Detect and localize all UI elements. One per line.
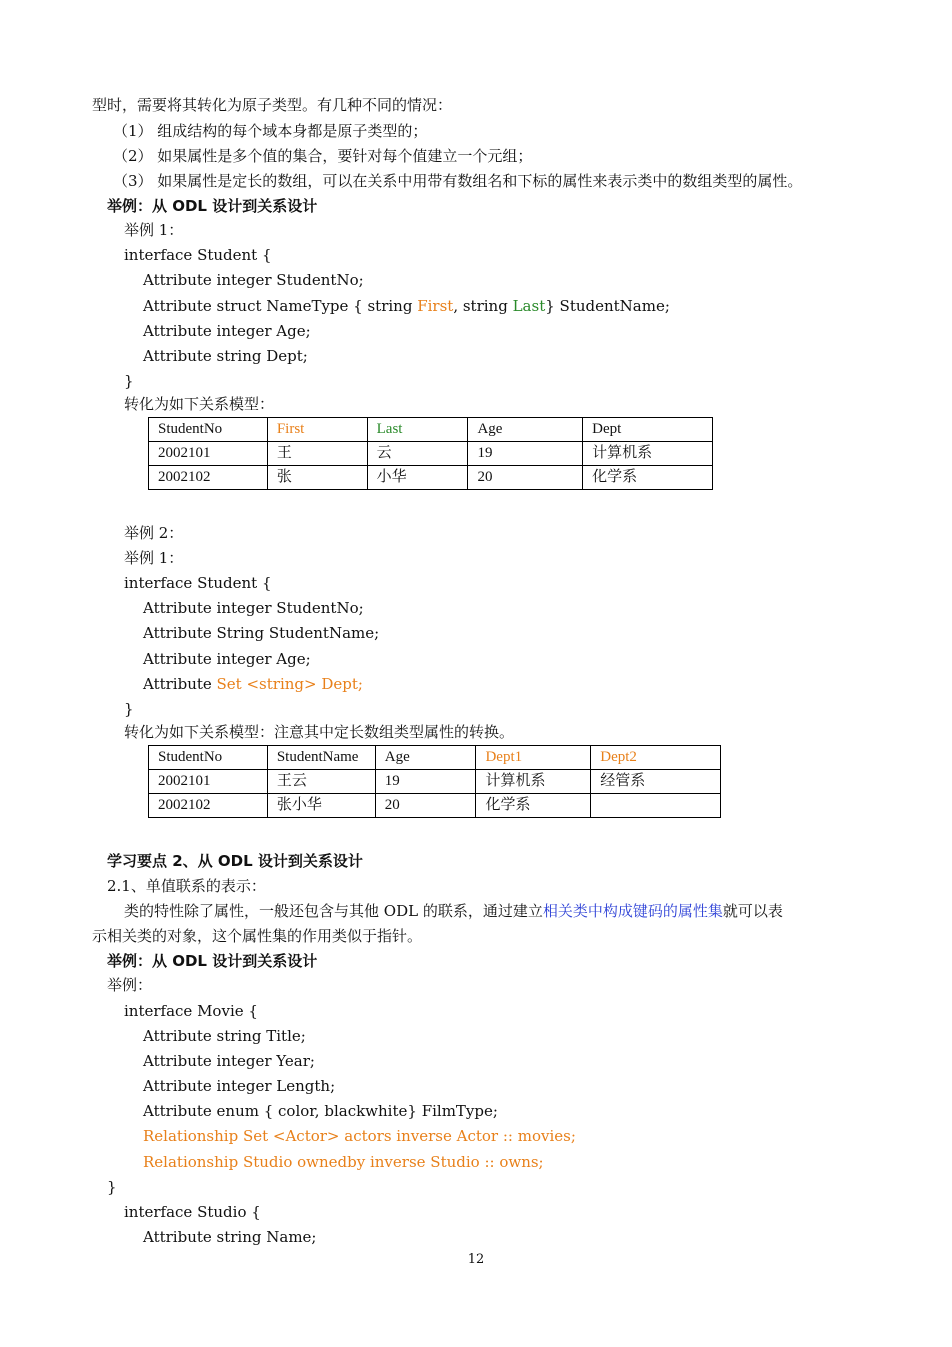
code-line: } (124, 700, 134, 718)
code-line: Attribute string Title; (143, 1027, 306, 1045)
table-cell: 2002101 (149, 770, 268, 794)
table-cell: 20 (468, 466, 583, 490)
case-1: （1） 组成结构的每个域本身都是原子类型的； (113, 122, 428, 140)
table-cell: 王 (267, 442, 367, 466)
subsection-title: 2.1、单值联系的表示： (107, 877, 266, 895)
table-cell: 张 (267, 466, 367, 490)
code-line: Attribute integer Age; (143, 650, 311, 668)
code-line: Attribute struct NameType { string First, string Last} StudentName; (143, 297, 670, 315)
code-line: Attribute enum { color, blackwhite} FilmType; (143, 1102, 498, 1120)
table-row (149, 442, 713, 466)
table-cell: 20 (375, 794, 476, 818)
code-line: Attribute integer Length; (143, 1077, 336, 1095)
table-cell: 19 (375, 770, 476, 794)
table-cell: 19 (468, 442, 583, 466)
code-line: Relationship Set <Actor> actors inverse Actor :: movies; (143, 1127, 576, 1145)
table-cell: 2002102 (149, 466, 268, 490)
table-row (149, 794, 721, 818)
table-header-row (149, 418, 713, 442)
example-label: 举例 2： (124, 524, 184, 542)
table-cell: 化学系 (476, 794, 591, 818)
page-number: 12 (467, 1252, 485, 1267)
table-cell: 张小华 (267, 794, 375, 818)
table-cell: 化学系 (583, 466, 713, 490)
table-row (149, 466, 713, 490)
code-line: Attribute integer StudentNo; (143, 599, 364, 617)
table-cell: 云 (367, 442, 468, 466)
section-heading: 学习要点 2、从 ODL 设计到关系设计 (107, 852, 363, 870)
code-line: Attribute integer Year; (143, 1052, 315, 1070)
table-row (149, 770, 721, 794)
convert-caption: 转化为如下关系模型： (124, 395, 275, 413)
header-cell: StudentNo (149, 746, 268, 770)
header-cell: Last (367, 418, 468, 442)
header-cell: StudentNo (149, 418, 268, 442)
relation-table-1 (148, 417, 713, 490)
code-line: Attribute String StudentName; (143, 624, 380, 642)
case-2: （2） 如果属性是多个值的集合，要针对每个值建立一个元组； (113, 147, 533, 165)
example-label: 举例： (107, 976, 153, 994)
convert-caption: 转化为如下关系模型：注意其中定长数组类型属性的转换。 (124, 723, 515, 741)
header-cell: Dept1 (476, 746, 591, 770)
table-cell: 2002102 (149, 794, 268, 818)
example-label: 举例 1： (124, 549, 184, 567)
table-cell: 经管系 (591, 770, 721, 794)
relation-table-2 (148, 745, 721, 818)
table-cell: 王云 (267, 770, 375, 794)
code-line: } (124, 372, 134, 390)
header-cell: StudentName (267, 746, 375, 770)
code-line: Attribute string Dept; (143, 347, 308, 365)
highlight-term: 相关类中构成键码的属性集 (542, 902, 723, 920)
paragraph-line: 类的特性除了属性，一般还包含与其他 ODL 的联系，通过建立相关类中构成键码的属性集就可以表 (124, 902, 783, 920)
intro-line: 型时，需要将其转化为原子类型。有几种不同的情况： (92, 96, 453, 114)
header-cell: First (267, 418, 367, 442)
table-cell: 2002101 (149, 442, 268, 466)
header-cell: Dept (583, 418, 713, 442)
case-3: （3） 如果属性是定长的数组，可以在关系中用带有数组名和下标的属性来表示类中的数组类型的属性。 (113, 172, 803, 190)
table-cell (591, 794, 721, 818)
table-cell: 计算机系 (476, 770, 591, 794)
code-line: Attribute integer StudentNo; (143, 271, 364, 289)
code-line: Attribute Set <string> Dept; (143, 675, 363, 693)
example-label: 举例 1： (124, 221, 184, 239)
header-cell: Age (375, 746, 476, 770)
table-cell: 小华 (367, 466, 468, 490)
code-line: Attribute string Name; (143, 1228, 317, 1246)
code-line: interface Student { (124, 246, 272, 264)
code-line: Relationship Studio ownedby inverse Studio :: owns; (143, 1153, 544, 1171)
code-line: interface Movie { (124, 1002, 258, 1020)
section-heading: 举例：从 ODL 设计到关系设计 (107, 952, 318, 970)
table-header-row (149, 746, 721, 770)
code-line: interface Student { (124, 574, 272, 592)
code-line: Attribute integer Age; (143, 322, 311, 340)
paragraph-line: 示相关类的对象，这个属性集的作用类似于指针。 (92, 927, 423, 945)
table-cell: 计算机系 (583, 442, 713, 466)
header-cell: Age (468, 418, 583, 442)
header-cell: Dept2 (591, 746, 721, 770)
code-line: interface Studio { (124, 1203, 261, 1221)
code-line: } (107, 1178, 117, 1196)
section-heading: 举例：从 ODL 设计到关系设计 (107, 197, 318, 215)
